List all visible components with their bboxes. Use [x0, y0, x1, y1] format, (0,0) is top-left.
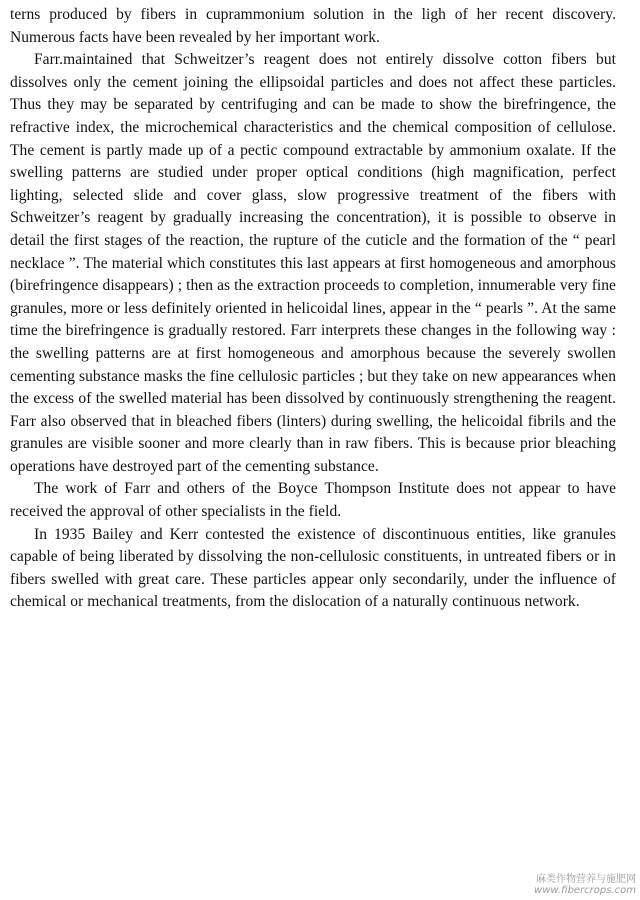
body-text — [10, 4, 616, 614]
watermark-chinese-text: 麻类作物营养与施肥网 — [536, 874, 636, 885]
paragraph-bailey-kerr: In 1935 Bailey and Kerr contested the existence of discontinuous entities, like granules capable of being liberated by dissolving the non-cellulosic constituents, in untreated fibers or in fibers swelled with great care. These particles appear only secondarily, under the influence of chemical or mechanical treatments, from the dislocation of a naturally continuous network. — [10, 525, 616, 611]
document-page — [6, 0, 626, 900]
paragraph-farr-findings: Farr.maintained that Schweitzer’s reagent does not entirely dissolve cotton fibers but dissolves only the cement joining the ellipsoidal particles and does not affect these particles. Thus they may be separated by centrifuging and can be made to show the birefringence, the refractive index, the microchemical characteristics and the chemical composition of cellulose. The cement is partly made up of a pectic compound extractable by ammonium oxalate. If the swelling patterns are studied under proper optical conditions (high magnification, perfect lighting, selected slide and cover glass, slow progressive treatment of the fibers with Schweitzer’s reagent by gradually increasing the concentration), it is possible to observe in detail the first stages of the reaction, the rupture of the cuticle and the formation of the “ pearl necklace ”. The material which constitutes this last appears at first homogeneous and amorphous (birefringence disappears) ; then as the extraction proceeds to completion, innumerable very fine granules, more or less definitely oriented in helicoidal lines, appear in the “ pearls ”. At the same time the birefringence is gradually restored. Farr interprets these changes in the following way : the swelling patterns are at first homogeneous and amorphous because the severely swollen cementing substance masks the fine cellulosic particles ; but they take on new appearances when the excess of the swelled material has been dissolved by continuously strengthening the reagent. Farr also observed that in bleached fibers (linters) during swelling, the helicoidal fibrils and the granules are visible sooner and more clearly than in raw fibers. This is because prior bleaching operations have destroyed part of the cementing substance. — [10, 51, 616, 475]
paragraph-continuation: terns produced by fibers in cuprammonium solution in the ligh of her recent discovery. Numerous facts have been revealed by her important work. — [10, 6, 616, 46]
watermark-url: www.fibercrops.com — [534, 885, 636, 896]
paragraph-boyce-thompson: The work of Farr and others of the Boyce Thompson Institute does not appear to have received the approval of other specialists in the field. — [10, 480, 616, 521]
site-watermark — [534, 874, 636, 896]
